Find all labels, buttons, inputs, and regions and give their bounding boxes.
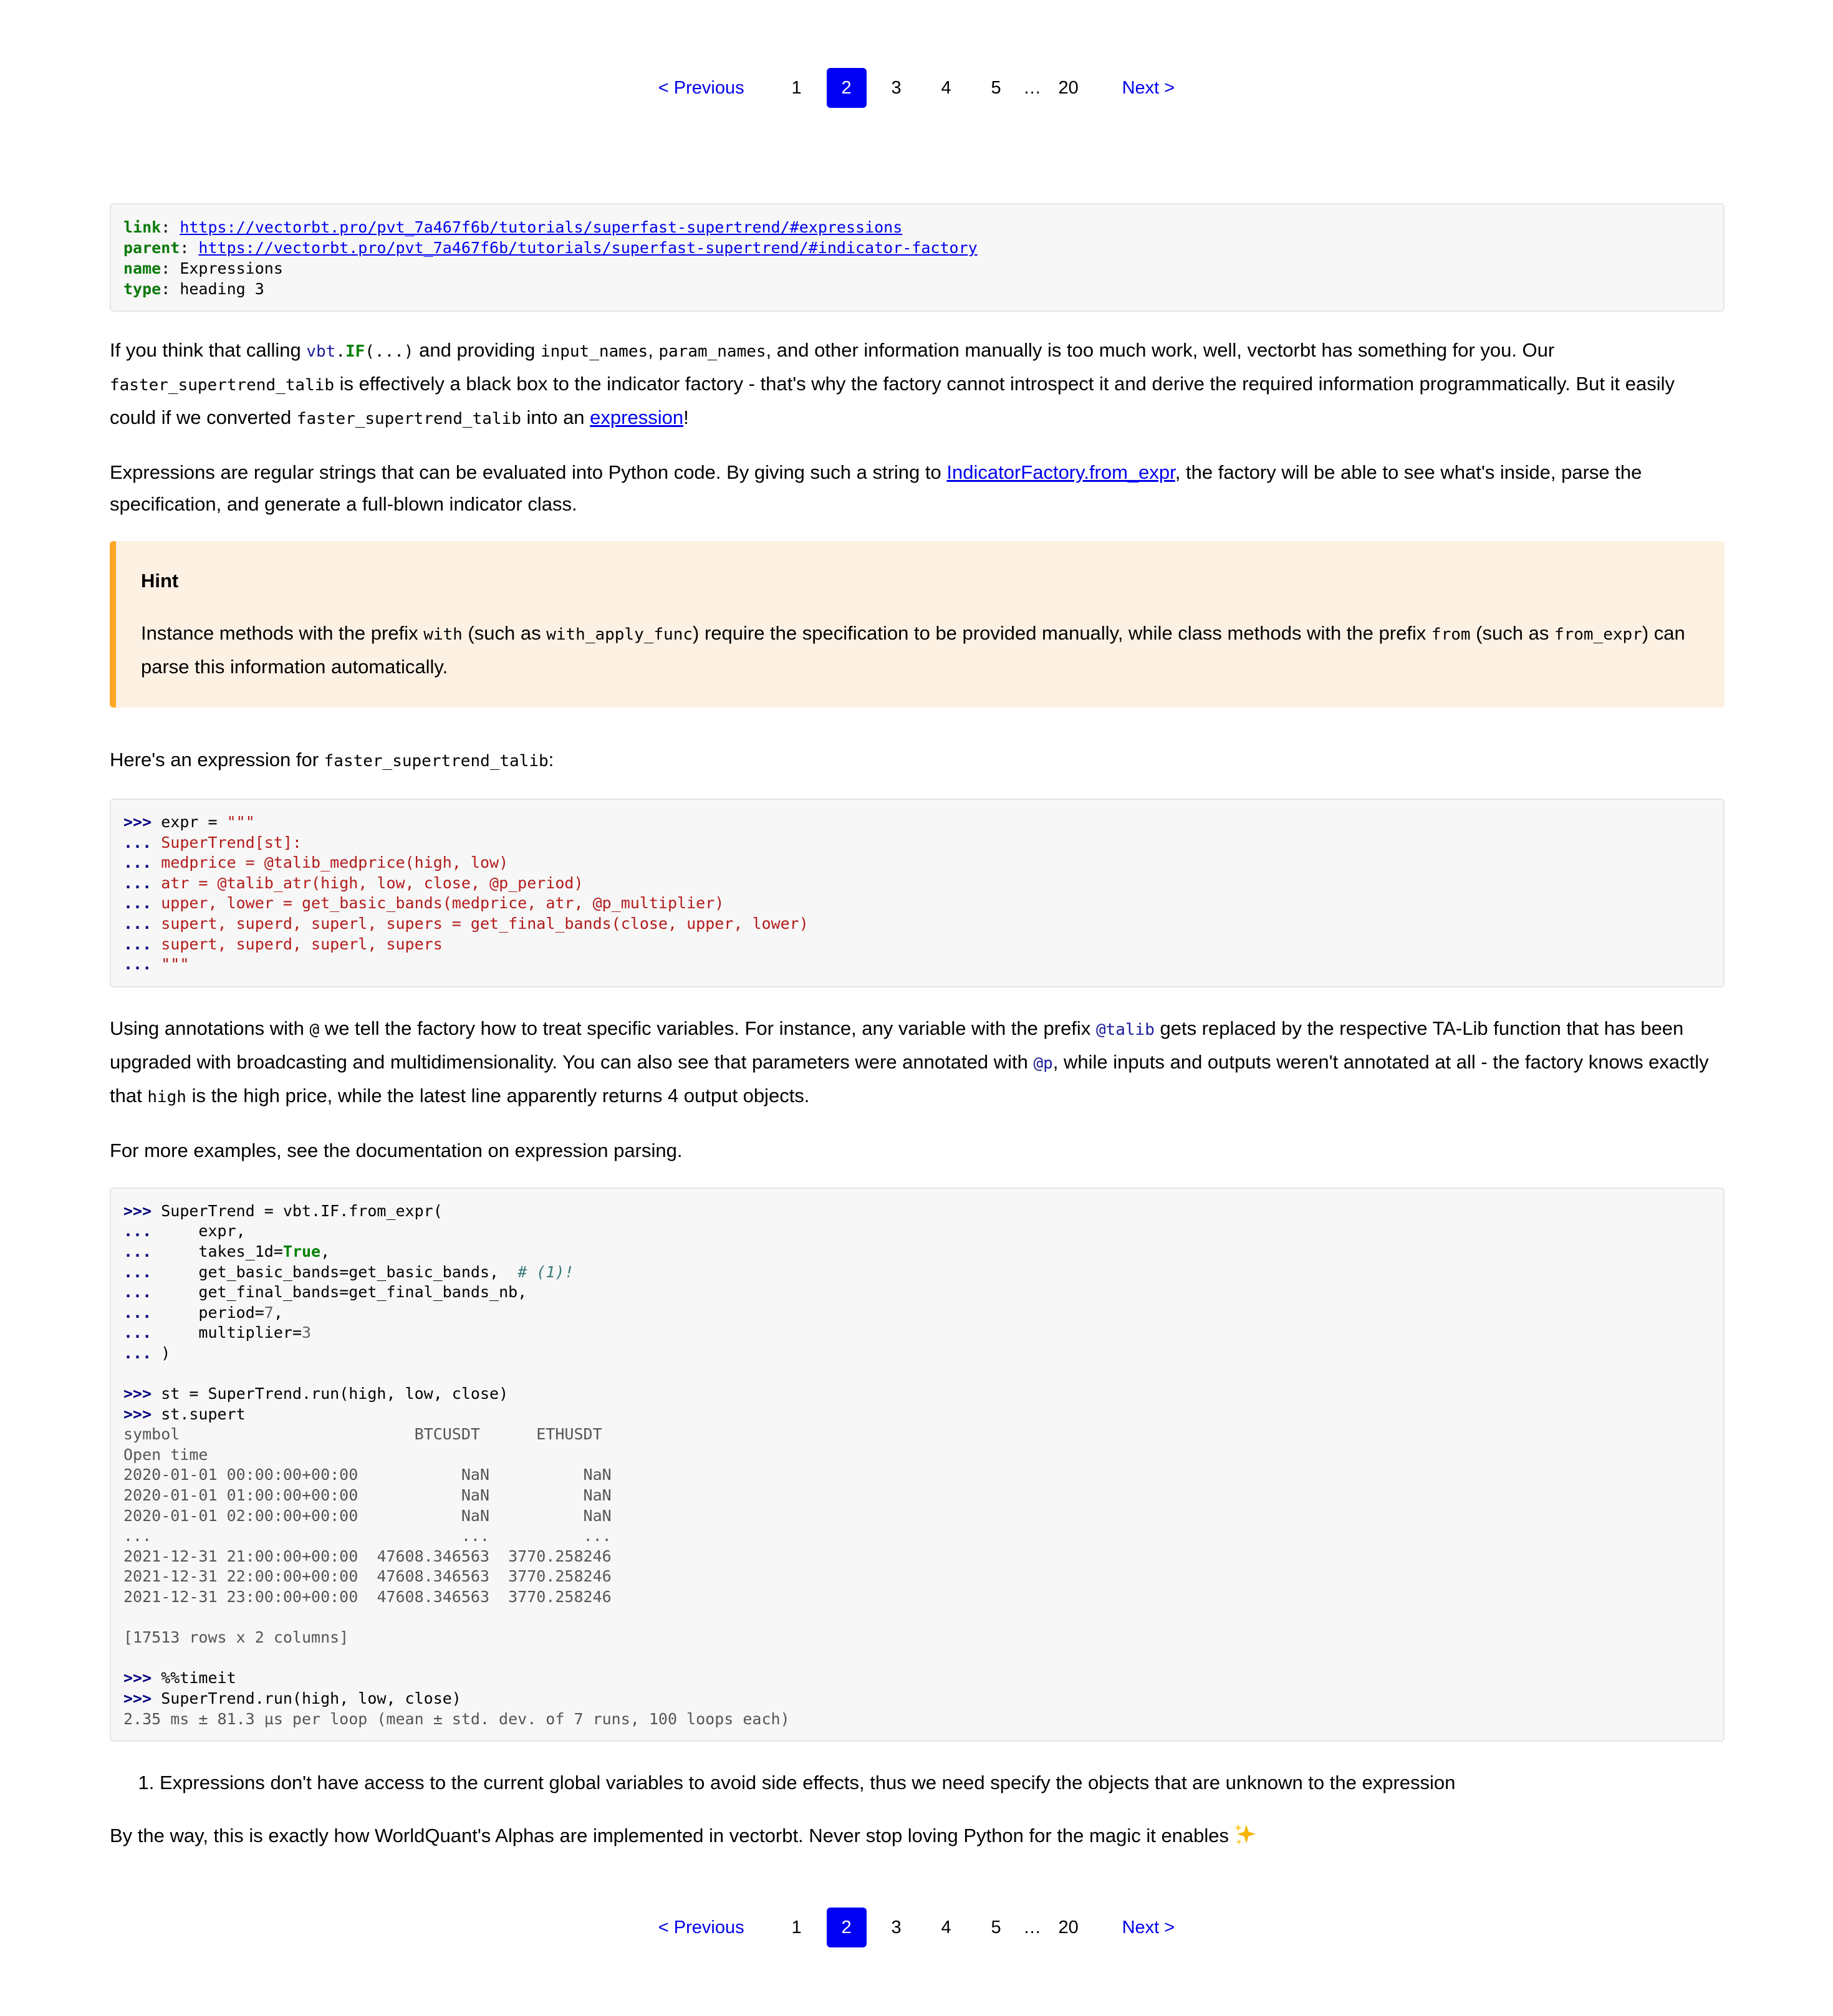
page-20-button[interactable]: 20 xyxy=(1058,1918,1079,1937)
page-3-button[interactable]: 3 xyxy=(891,78,902,98)
page-5-button[interactable]: 5 xyxy=(991,78,1001,98)
pagination-ellipsis: … xyxy=(1023,77,1042,98)
inline-code-faster-supertrend-talib: faster_supertrend_talib xyxy=(110,376,335,395)
main-content xyxy=(110,203,1725,1873)
page-5-button[interactable]: 5 xyxy=(991,1918,1001,1937)
expression-code-block[interactable]: >>> expr = """ ... SuperTrend[st]: ... medprice = @talib_medprice(high, low) ... atr = @talib_atr(high, low, close, @p_period) ... upper, lower = get_basic_bands(medprice, atr, @p_multiplier) ... supert, superd, superl, supers = get_final_bands(close, upper, lower) ... supert, superd, superl, supers ... """ xyxy=(110,799,1725,987)
expressions-paragraph: Expressions are regular strings that can be evaluated into Python code. By giving such a string to IndicatorFactory.from_expr, the factory will be able to see what's inside, parse the specification, and generate a full-blown indicator class. xyxy=(110,461,1642,515)
inline-code-input-names: input_names xyxy=(540,342,648,361)
inline-code-with: with xyxy=(423,625,463,644)
annotations-list xyxy=(110,1767,1725,1798)
previous-page-link[interactable]: < Previous xyxy=(658,1918,744,1937)
meta-type-key: type xyxy=(123,280,161,298)
next-page-link[interactable]: Next > xyxy=(1122,78,1175,98)
meta-link-url[interactable]: https://vectorbt.pro/pvt_7a467f6b/tutorials/superfast-supertrend/#expressions xyxy=(180,218,903,236)
annotations-paragraph: Using annotations with @ we tell the factory how to treat specific variables. For instance, any variable with the prefix @talib gets replaced by the respective TA-Lib function that has been upgraded with broadcasting and multidimensionality. You can also see that parameters were annotated with @p, while inputs and outputs weren't annotated at all - the factory knows exactly that high is the high price, while the latest line apparently returns 4 output objects. xyxy=(110,1017,1709,1106)
inline-code-faster-supertrend-talib-2: faster_supertrend_talib xyxy=(296,410,521,428)
inline-code-from: from xyxy=(1431,625,1471,644)
expression-link[interactable]: expression xyxy=(590,406,684,428)
inline-code-vbt-if: vbt.IF(...) xyxy=(306,342,414,361)
indicator-factory-from-expr-link[interactable]: IndicatorFactory.from_expr xyxy=(946,461,1175,483)
meta-name-value: Expressions xyxy=(180,259,283,277)
intro-paragraph: If you think that calling vbt.IF(...) and providing input_names, param_names, and other information manually is too much work, well, vectorbt has something for you. Our faster_supertrend_talib is effectively a black box to the indicator factory - that's why the factory cannot introspect it and derive the required information programmatically. But it easily could if we converted faster_supertrend_talib into an expression! xyxy=(110,339,1675,428)
sparkles-icon xyxy=(1233,1822,1258,1847)
meta-parent-key: parent xyxy=(123,239,180,257)
meta-type-value: heading 3 xyxy=(180,280,264,298)
inline-code-high: high xyxy=(147,1087,186,1106)
inline-code-at-talib: @talib xyxy=(1095,1020,1155,1039)
meta-name-key: name xyxy=(123,259,161,277)
more-examples-paragraph: For more examples, see the documentation on expression parsing. xyxy=(110,1139,683,1161)
page-2-button-current[interactable]: 2 xyxy=(827,1908,867,1947)
page-4-button[interactable]: 4 xyxy=(941,1918,951,1937)
inline-code-with-apply-func: with_apply_func xyxy=(546,625,693,644)
metadata-block: link: https://vectorbt.pro/pvt_7a467f6b/tutorials/superfast-supertrend/#expressions parent: https://vectorbt.pro/pvt_7a467f6b/tutorials/superfast-supertrend/#indicator-factory name: Expressions type: heading 3 xyxy=(110,203,1725,312)
page-2-button-current[interactable]: 2 xyxy=(827,68,867,108)
closing-paragraph: By the way, this is exactly how WorldQuant's Alphas are implemented in vectorbt. Never stop loving Python for the magic it enables xyxy=(110,1820,1725,1851)
next-page-link[interactable]: Next > xyxy=(1122,1918,1175,1937)
page-4-button[interactable]: 4 xyxy=(941,78,951,98)
inline-code-at-p: @p xyxy=(1033,1054,1053,1073)
inline-code-at: @ xyxy=(309,1020,320,1039)
inline-code-faster-supertrend-talib-3: faster_supertrend_talib xyxy=(324,752,549,770)
inline-code-from-expr: from_expr xyxy=(1554,625,1642,644)
hint-title: Hint xyxy=(141,570,179,592)
annotation-marker[interactable]: # (1)! xyxy=(517,1262,574,1281)
expression-intro-paragraph: Here's an expression for faster_supertrend_talib: xyxy=(110,749,554,770)
annotation-item: 1. Expressions don't have access to the current global variables to avoid side effects, thus we need specify the objects that are unknown to the expression xyxy=(160,1767,1725,1798)
page-1-button[interactable]: 1 xyxy=(791,1918,802,1937)
pagination-top xyxy=(0,68,1833,108)
page-3-button[interactable]: 3 xyxy=(891,1918,902,1937)
inline-code-param-names: param_names xyxy=(658,342,766,361)
meta-link-key: link xyxy=(123,218,161,236)
page-20-button[interactable]: 20 xyxy=(1058,78,1079,98)
hint-admonition xyxy=(110,541,1725,708)
hint-body: Instance methods with the prefix with (such as with_apply_func) require the specification to be provided manually, while class methods with the prefix from (such as from_expr) can parse this information automatically. xyxy=(141,622,1685,678)
previous-page-link[interactable]: < Previous xyxy=(658,78,744,98)
page-1-button[interactable]: 1 xyxy=(791,78,802,98)
meta-parent-url[interactable]: https://vectorbt.pro/pvt_7a467f6b/tutorials/superfast-supertrend/#indicator-factory xyxy=(198,239,978,257)
pagination-bottom xyxy=(0,1908,1833,1947)
pagination-ellipsis: … xyxy=(1023,1917,1042,1937)
supertrend-run-code-block[interactable]: >>> SuperTrend = vbt.IF.from_expr( ... expr, ... takes_1d=True, ... get_basic_bands=get_basic_bands, # (1)! ... get_final_bands=get_final_bands_nb, ... period=7, ... multiplier=3 ... ) >>> st = SuperTrend.run(high, low, close) >>> st.supert symbol BTCUSDT ETHUSDT Open time 2020-01-01 00:00:00+00:00 NaN NaN 2020-01-01 01:00:00+00:00 NaN NaN 2020-01-01 02:00:00+00:00 NaN NaN ... ... ... 2021-12-31 21:00:00+00:00 47608.346563 3770.258246 2021-12-31 22:00:00+00:00 47608.346563 3770.258246 2021-12-31 23:00:00+00:00 47608.346563 3770.258246 [17513 rows x 2 columns] >>> %%timeit >>> SuperTrend.run(high, low, close) 2.35 ms ± 81.3 µs per loop (mean ± std. dev. of 7 runs, 100 loops each) xyxy=(110,1188,1725,1742)
